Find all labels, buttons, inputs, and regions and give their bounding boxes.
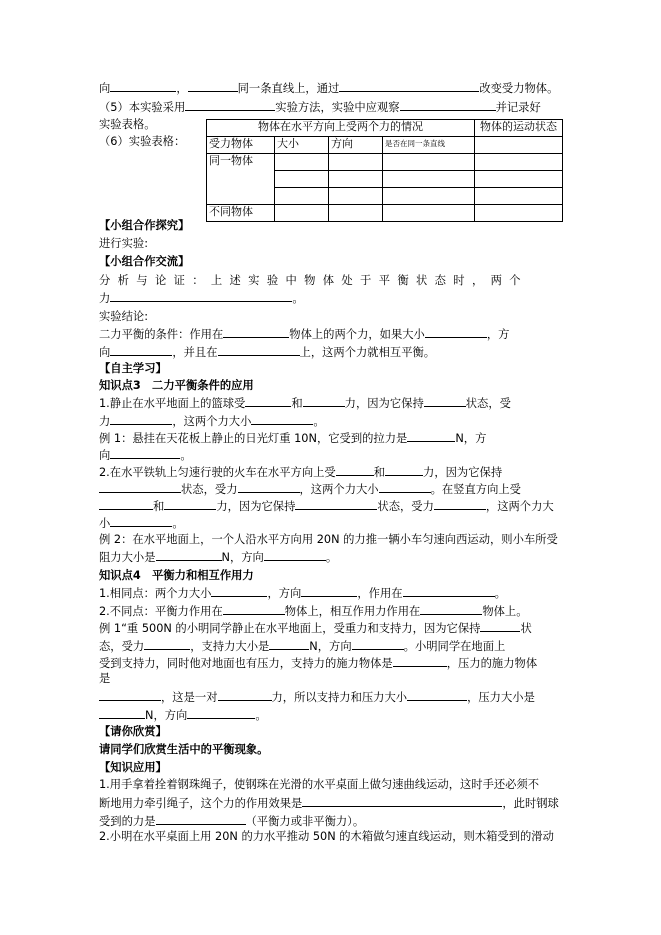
table-header: 物体的运动状态 (475, 120, 563, 137)
table-row-label: 同一物体 (207, 154, 275, 205)
fill-blank[interactable] (99, 498, 153, 510)
table-header: 物体在水平方向上受两个力的情况 (207, 120, 475, 137)
text-line: 2.小明在水平桌面上用 20N 的力水平推动 50N 的木箱做匀速直线运动，则木箱受到的滑动 (99, 830, 554, 843)
table-cell[interactable] (275, 171, 329, 188)
fill-blank[interactable] (480, 620, 520, 632)
text-line: N，方向 。 (99, 707, 267, 724)
fill-blank[interactable] (264, 549, 326, 561)
fill-blank[interactable] (99, 707, 145, 719)
section-heading: 【知识应用】 (99, 761, 167, 774)
fill-blank[interactable] (301, 585, 357, 597)
text-line: 力 。 (99, 292, 304, 305)
text-line: 受到支持力，同时他对地面也有压力，支持力的施力物体是 ，压力的施力物体 (99, 657, 538, 670)
knowledge-point-title: 知识点3 二力平衡条件的应用 (99, 379, 254, 392)
fill-blank[interactable] (420, 603, 482, 615)
text-line: 向 ，并且在 上，这两个力就相互平衡。 (99, 346, 436, 359)
fill-blank[interactable] (379, 481, 431, 493)
text-line: 受到的力是 （平衡力或非平衡力）。 (99, 815, 365, 828)
text-line: 实验表格。 (99, 118, 156, 131)
table-header: 受力物体 (207, 137, 275, 154)
table-row-label: 不同物体 (207, 205, 275, 222)
text-line: ，这是一对 力，所以支持力和压力大小 ，压力大小是 (99, 689, 535, 706)
fill-blank[interactable] (110, 413, 172, 425)
section-heading: 【自主学习】 (99, 362, 167, 375)
text-line: 1.用手拿着拴着钢珠绳子，使钢珠在光滑的水平桌面上做匀速曲线运动，这时手还必须不 (99, 778, 540, 791)
text-line: 二力平衡的条件：作用在 物体上的两个力，如果大小 ，方 (99, 328, 510, 341)
text-line: 实验结论: (99, 310, 148, 323)
text-line: 进行实验: (99, 237, 148, 250)
fill-blank[interactable] (99, 481, 181, 493)
fill-blank[interactable] (110, 515, 172, 527)
knowledge-point-title: 知识点4 平衡力和相互作用力 (99, 569, 254, 582)
fill-blank[interactable] (339, 80, 479, 92)
fill-blank[interactable] (110, 290, 292, 302)
text-line: 向 ， 同一条直线上，通过 改变受力物体。 (99, 82, 559, 95)
text-line: 例 2：在水平地面上，一个人沿水平方向用 20N 的力推一辆小车匀速向西运动，则小车所受 (99, 533, 558, 546)
table-cell[interactable] (383, 205, 475, 222)
fill-blank[interactable] (187, 707, 255, 719)
text-line: 2.不同点：平衡力作用在 物体上，相互作用力作用在 物体上。 (99, 605, 528, 618)
fill-blank[interactable] (302, 795, 502, 807)
fill-blank[interactable] (99, 689, 161, 701)
table-cell[interactable] (475, 171, 563, 188)
fill-blank[interactable] (295, 498, 377, 510)
table-cell[interactable] (475, 188, 563, 205)
fill-blank[interactable] (156, 549, 222, 561)
fill-blank[interactable] (218, 344, 300, 356)
experiment-table (206, 119, 563, 222)
fill-blank[interactable] (245, 395, 291, 407)
table-cell[interactable] (329, 205, 383, 222)
text-line: 态，受力 ，支持力大小是 N，方向 。小明同学在地面上 (99, 640, 506, 653)
table-cell[interactable] (383, 154, 475, 171)
text-line: 是 (99, 672, 111, 685)
fill-blank[interactable] (223, 603, 285, 615)
fill-blank[interactable] (385, 464, 423, 476)
table-cell[interactable] (383, 188, 475, 205)
text-line: 状态，受力 ，这两个力大小 。在竖直方向上受 (99, 481, 521, 498)
fill-blank[interactable] (403, 585, 495, 597)
text-line: 小 。 (99, 517, 184, 530)
text-line: 和 力，因为它保持 状态，受力 ，这两个力大 (99, 498, 554, 515)
section-subheading: 请同学们欣赏生活中的平衡现象。 (99, 743, 269, 756)
text-line: 分析与论证：上述实验中物体处于平衡状态时，两个 (99, 274, 528, 287)
table-cell[interactable] (383, 171, 475, 188)
fill-blank[interactable] (269, 638, 309, 650)
fill-blank[interactable] (434, 498, 486, 510)
text-line: 阻力大小是 N，方向 。 (99, 551, 338, 564)
fill-blank[interactable] (110, 344, 172, 356)
text-line: 例 1“重 500N 的小明同学静止在水平地面上，受重力和支持力，因为它保持 状 (99, 622, 532, 635)
table-cell[interactable] (275, 154, 329, 171)
text-line: 1.相同点：两个力大小 ，方向 ，作用在 。 (99, 587, 506, 600)
fill-blank[interactable] (164, 498, 216, 510)
table-cell[interactable] (329, 171, 383, 188)
text-line: 例 1：悬挂在天花板上静止的日光灯重 10N，它受到的拉力是 N，方 (99, 432, 487, 445)
text-line: 向 。 (99, 449, 192, 462)
table-cell[interactable] (275, 205, 329, 222)
fill-blank[interactable] (407, 689, 467, 701)
fill-blank[interactable] (352, 638, 404, 650)
fill-blank[interactable] (218, 689, 272, 701)
fill-blank[interactable] (238, 481, 300, 493)
section-heading: 【请你欣赏】 (99, 725, 167, 738)
table-cell[interactable] (275, 188, 329, 205)
fill-blank[interactable] (393, 655, 447, 667)
fill-blank[interactable] (251, 413, 313, 425)
fill-blank[interactable] (156, 813, 246, 825)
fill-blank[interactable] (424, 395, 466, 407)
fill-blank[interactable] (110, 80, 176, 92)
fill-blank[interactable] (110, 447, 180, 459)
text-line: （5）本实验采用 实验方法，实验中应观察 并记录好 (99, 101, 541, 114)
table-cell[interactable] (475, 154, 563, 171)
fill-blank[interactable] (223, 326, 289, 338)
table-cell[interactable] (475, 137, 563, 154)
text-line: 1.静止在水平地面上的篮球受 和 力，因为它保持 状态，受 (99, 397, 511, 410)
table-cell[interactable] (329, 188, 383, 205)
section-heading: 【小组合作探究】 (99, 219, 190, 232)
fill-blank[interactable] (144, 638, 190, 650)
text-line: 断地用力牵引绳子，这个力的作用效果是 ，此时钢球 (99, 797, 559, 810)
table-header: 大小 (275, 137, 329, 154)
table-header: 方向 (329, 137, 383, 154)
text-line: （6）实验表格： (99, 135, 186, 148)
fill-blank[interactable] (425, 326, 487, 338)
fill-blank[interactable] (211, 585, 267, 597)
fill-blank[interactable] (303, 395, 345, 407)
table-header: 是否在同一条直线 (383, 137, 475, 154)
text-line: 2.在水平铁轨上匀速行驶的火车在水平方向上受 和 力，因为它保持 (99, 466, 503, 479)
fill-blank[interactable] (188, 80, 238, 92)
text-line: 力 ，这两个力大小 。 (99, 415, 325, 428)
fill-blank[interactable] (400, 99, 496, 111)
fill-blank[interactable] (185, 99, 275, 111)
table-cell[interactable] (475, 205, 563, 222)
table-cell[interactable] (329, 154, 383, 171)
fill-blank[interactable] (407, 430, 455, 442)
fill-blank[interactable] (336, 464, 374, 476)
section-heading: 【小组合作交流】 (99, 255, 190, 268)
